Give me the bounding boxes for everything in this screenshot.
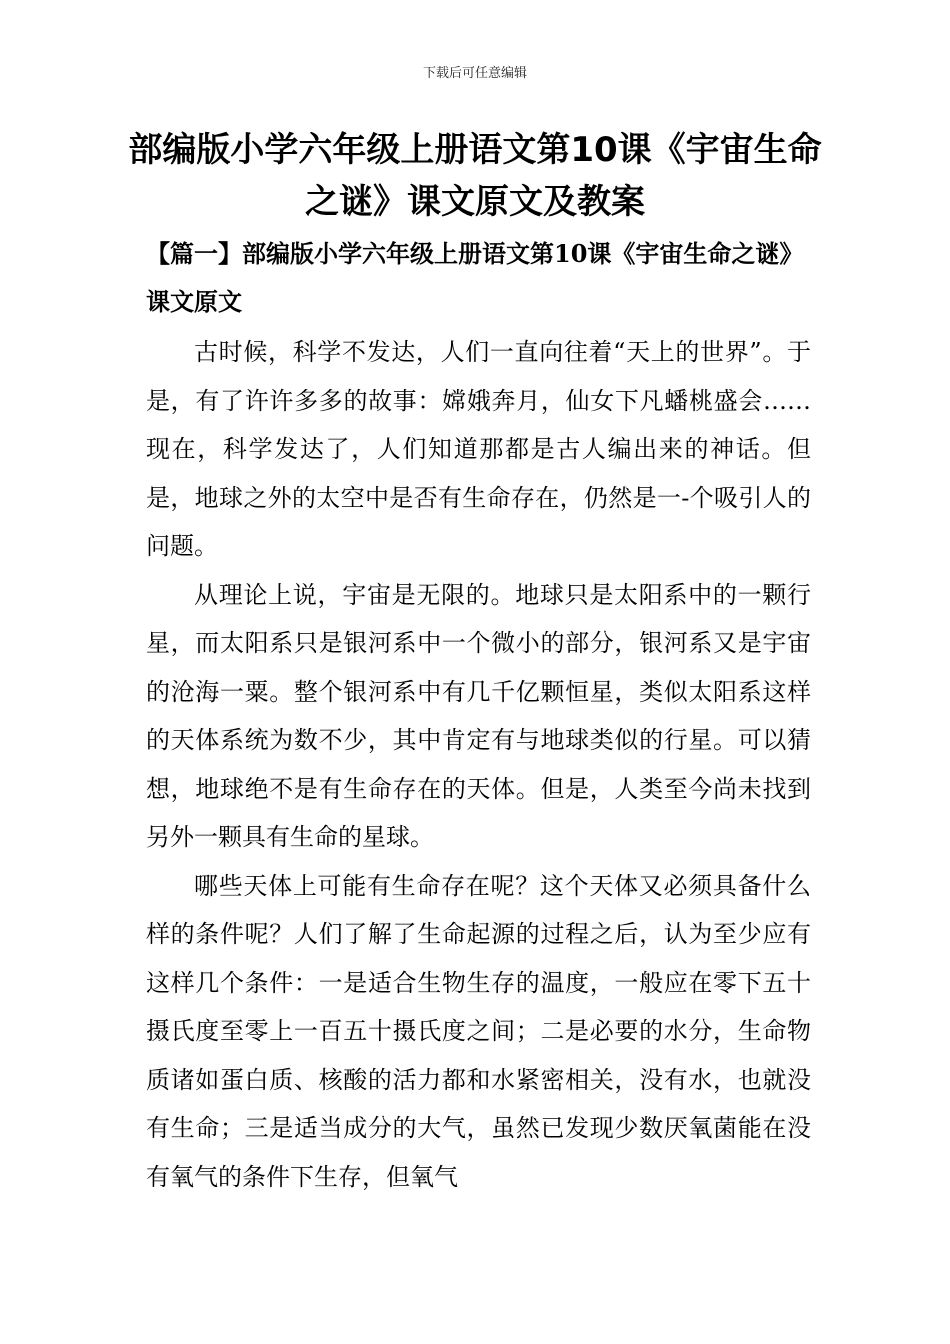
paragraph-3: 哪些天体上可能有生命存在呢？这个天体又必须具备什么样的条件呢？人们了解了生命起源的过程之后，认为至少应有这样几个条件：一是适合生物生存的温度，一般应在零下五十摄氏度至零上一百五十摄氏度之间；二是必要的水分，生命物质诸如蛋白质、核酸的活力都和水紧密相关，没有水，也就没有生命；三是适当成分的大气，虽然已发现少数厌氧菌能在没有氧气的条件下生存，但氧气 <box>146 871 811 1191</box>
page-header-note: 下载后可任意编辑 <box>422 66 527 81</box>
section-heading: 【篇一】部编版小学六年级上册语文第10课《宇宙生命之谜》课文原文 <box>146 239 804 316</box>
body-text <box>146 328 811 1201</box>
document-title: 部编版小学六年级上册语文第10课《宇宙生命之谜》课文原文及教案 <box>128 130 822 222</box>
paragraph-1: 古时候，科学不发达，人们一直向往着“天上的世界”。于是，有了许许多多的故事：嫦娥奔月，仙女下凡蟠桃盛会……现在，科学发达了，人们知道那都是古人编出来的神话。但是，地球之外的太空中是否有生命存在，仍然是一-个吸引人的问题。 <box>146 338 811 560</box>
paragraph-2: 从理论上说，宇宙是无限的。地球只是太阳系中的一颗行星，而太阳系只是银河系中一个微小的部分，银河系又是宇宙的沧海一粟。整个银河系中有几千亿颗恒星，类似太阳系这样的天体系统为数不少，其中肯定有与地球类似的行星。可以猜想，地球绝不是有生命存在的天体。但是，人类至今尚未找到另外一颗具有生命的星球。 <box>146 580 811 851</box>
